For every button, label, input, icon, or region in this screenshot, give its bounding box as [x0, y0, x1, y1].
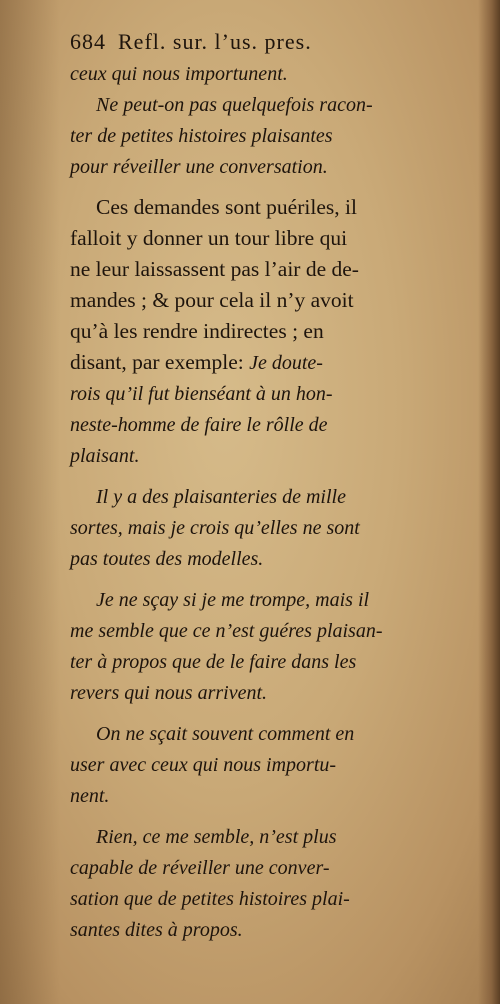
running-title: Refl. sur. l’us. pres. [118, 29, 312, 54]
text-line [70, 378, 450, 409]
body-text [70, 58, 450, 945]
page-number: 684 [70, 29, 106, 54]
text-line [70, 883, 450, 914]
text-line-content: ceux qui nous importunent. [70, 63, 288, 85]
text-line [70, 615, 450, 646]
text-line-content: mandes ; & pour cela il n’y avoit [70, 288, 354, 312]
text-line-italic: Je doute- [249, 352, 323, 374]
text-line-content: me semble que ce n’est guéres plaisan- [70, 620, 383, 642]
text-line [70, 120, 450, 151]
text-line-content: ter de petites histoires plaisantes [70, 125, 333, 147]
text-line-content: sation que de petites histoires plai- [70, 888, 350, 910]
text-line [70, 440, 450, 471]
text-line-content: Ces demandes sont puériles, il [96, 195, 357, 219]
text-line-content: capable de réveiller une conver- [70, 857, 330, 879]
text-line [70, 677, 450, 708]
running-head [70, 26, 450, 58]
text-line [70, 254, 450, 285]
text-line [70, 285, 450, 316]
text-line-content: santes dites à propos. [70, 919, 243, 941]
text-line [70, 512, 450, 543]
text-line [70, 223, 450, 254]
text-line-content: Ne peut-on pas quelquefois racon- [96, 94, 373, 116]
text-line-content: pour réveiller une conversation. [70, 156, 328, 178]
text-line [70, 89, 450, 120]
text-line [70, 821, 450, 852]
text-line-content: Rien, ce me semble, n’est plus [96, 826, 337, 848]
text-line [70, 914, 450, 945]
text-line-content: pas toutes des modelles. [70, 548, 264, 570]
text-line-content: nent. [70, 785, 110, 807]
text-line [70, 347, 450, 378]
text-line-content: ter à propos que de le faire dans les [70, 651, 357, 673]
text-line [70, 409, 450, 440]
text-line [70, 481, 450, 512]
text-line-content: qu’à les rendre indirectes ; en [70, 319, 324, 343]
text-block [70, 26, 450, 945]
paragraph-gap [70, 708, 450, 718]
text-line-roman: disant, par exemple: [70, 350, 250, 374]
text-line [70, 151, 450, 182]
text-line [70, 780, 450, 811]
text-line-content: Je ne sçay si je me trompe, mais il [96, 589, 370, 611]
text-line-content: revers qui nous arrivent. [70, 682, 268, 704]
text-line-content: sortes, mais je crois qu’elles ne sont [70, 517, 360, 539]
gutter-shadow [0, 0, 60, 1004]
text-line-content: Il y a des plaisanteries de mille [96, 486, 346, 508]
text-line [70, 749, 450, 780]
text-line-content: rois qu’il fut bienséant à un hon- [70, 383, 333, 405]
text-line [70, 543, 450, 574]
text-line-content: plaisant. [70, 445, 140, 467]
text-line [70, 646, 450, 677]
text-line [70, 316, 450, 347]
page-edge [478, 0, 500, 1004]
text-line [70, 192, 450, 223]
text-line [70, 852, 450, 883]
paragraph-gap [70, 182, 450, 192]
paragraph-gap [70, 471, 450, 481]
text-line [70, 584, 450, 615]
text-line-content: ne leur laissassent pas l’air de de- [70, 257, 359, 281]
text-line-content: neste-homme de faire le rôlle de [70, 414, 328, 436]
text-line [70, 58, 450, 89]
text-line-content: falloit y donner un tour libre qui [70, 226, 348, 250]
paragraph-gap [70, 574, 450, 584]
paragraph-gap [70, 811, 450, 821]
text-line-content: user avec ceux qui nous importu- [70, 754, 337, 776]
text-line-content: On ne sçait souvent comment en [96, 723, 355, 745]
text-line [70, 718, 450, 749]
